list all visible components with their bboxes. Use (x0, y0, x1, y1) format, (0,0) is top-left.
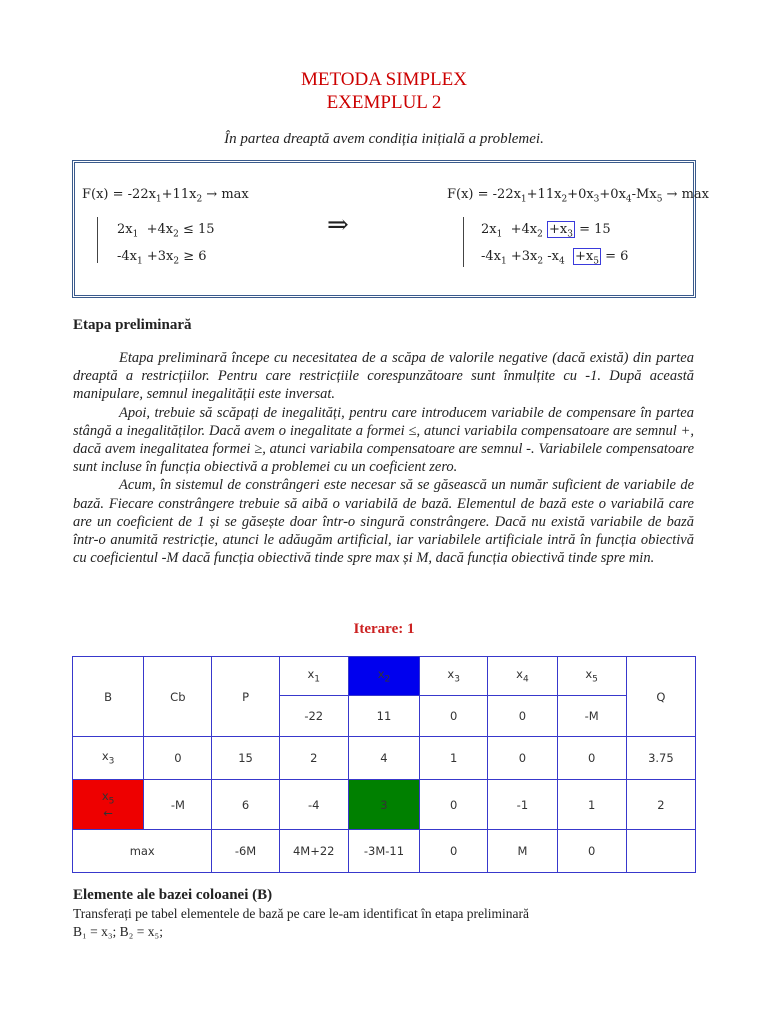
left-arrow-icon: ← (103, 806, 113, 821)
row2-p: 6 (212, 780, 279, 830)
row2-x2-pivot-element: 3 (348, 780, 419, 830)
system-brace (97, 217, 98, 263)
row1-x3: 1 (420, 737, 488, 780)
row1-x4: 0 (488, 737, 557, 780)
constraints-original: $2x_1 +4x_2 \le 15$ $-4x_1 +3x_2 \ge 6$ (117, 222, 215, 267)
constraints-canonical: $2x_1 +4x_2 +x_3 = 15$ $-4x_1 +3x_2$ $-x_4 +x_5 = 6$ (481, 222, 629, 267)
paragraph: Etapa preliminară începe cu necesitatea de a scăpa de valorile negative (dacă există) din partea dreaptă a restricțiilor. Pentru care restricțiile corespunzătoare sunt înmulțite cu -1. După această manipulare, semnul inegalității este inversat. (73, 350, 694, 403)
header-x3: $x_3$ (420, 657, 488, 696)
paragraph: Acum, în sistemul de constrângeri este necesar să se găsească un număr suficient de variabile de bază. Fiecare constrângere trebuie să aibă o variabilă de bază. Elementul de bază este o variabilă care are un coeficient de 1 și se găsește doar într-o singură constrângere. Dacă nu există variabile de bază într-o anumită restricție, atunci le adăugăm artificial, iar variabilele artificiale intră în funcția obiectivă cu coeficientul -M dacă funcția obiectivă tinde spre max și M, dacă funcția obiectivă tinde spre min. (73, 477, 694, 567)
row1-x1: 2 (279, 737, 348, 780)
header-x1: $x_1$ (279, 657, 348, 696)
header-q: Q (626, 657, 695, 737)
header-x2-pivot-column: $x_2$ (348, 657, 419, 696)
objective-function-canonical: $F(x) = -22x_1+11x_2+0x_3+0x_4-Mx_5 \to \max$ (447, 187, 709, 205)
formula-box (72, 160, 709, 298)
cost-x4: 0 (488, 696, 557, 737)
row1-x2: 4 (348, 737, 419, 780)
header-p: P (212, 657, 279, 737)
paragraph: Apoi, trebuie să scăpați de inegalități, pentru care introducem variabile de compensare în partea stângă a inegalităților. Dacă avem o inegalitate a formei ≤, atunci variabila compensatoare are semnul +, dacă avem inegalitatea formei ≥, atunci variabila compensatoare are semnul -. Variabilele compensatoare sunt incluse în funcția obiectivă a problemei cu un coeficient zero. (73, 404, 694, 476)
header-cb: Cb (144, 657, 212, 737)
row2-cb: -M (144, 780, 212, 830)
cost-x3: 0 (420, 696, 488, 737)
row2-x4: -1 (488, 780, 557, 830)
header-x4: $x_4$ (488, 657, 557, 696)
row2-x5: 1 (557, 780, 626, 830)
page-subtitle-example: EXEMPLUL 2 (326, 92, 442, 113)
max-row-x3: 0 (420, 830, 488, 873)
row1-q: 3.75 (626, 737, 695, 780)
cost-x5: -M (557, 696, 626, 737)
cost-x2: 11 (348, 696, 419, 737)
row2-basis-pivot-row: $x_5$ ← (73, 780, 144, 830)
objective-function-original: $F(x) = -22x_1+11x_2 \to \max$ (82, 187, 249, 205)
max-row-p: -6M (212, 830, 279, 873)
page-title: METODA SIMPLEX (301, 69, 467, 90)
row2-x1: -4 (279, 780, 348, 830)
basis-assignment: B₁ = x₃; B₂ = x₅; (73, 924, 163, 939)
iteration-label: Iterare: 1 (353, 621, 415, 637)
max-row-x4: M (488, 830, 557, 873)
max-row-q (626, 830, 695, 873)
max-row-x2: -3M-11 (348, 830, 419, 873)
intro-sentence: În partea dreaptă avem condiția inițială a problemei. (224, 131, 544, 147)
max-row-x1: 4M+22 (279, 830, 348, 873)
header-x5: $x_5$ (557, 657, 626, 696)
section-heading-preliminary: Etapa preliminară (73, 317, 192, 333)
row2-q: 2 (626, 780, 695, 830)
header-basis: B (73, 657, 144, 737)
system-brace-canonical (463, 217, 464, 267)
max-row-x5: 0 (557, 830, 626, 873)
basis-transfer-text: Transferați pe tabel elementele de bază pe care le-am identificat în etapa preliminară (73, 906, 530, 921)
section-heading-basis: Elemente ale bazei coloanei (B) (73, 887, 273, 903)
row1-cb: 0 (144, 737, 212, 780)
implies-icon: ⇒ (327, 210, 349, 239)
row1-p: 15 (212, 737, 279, 780)
simplex-table (72, 656, 696, 873)
cost-x1: -22 (279, 696, 348, 737)
max-row-label: max (73, 830, 212, 873)
row1-basis: $x_3$ (73, 737, 144, 780)
row2-x3: 0 (420, 780, 488, 830)
row1-x5: 0 (557, 737, 626, 780)
preliminary-text (73, 349, 694, 567)
